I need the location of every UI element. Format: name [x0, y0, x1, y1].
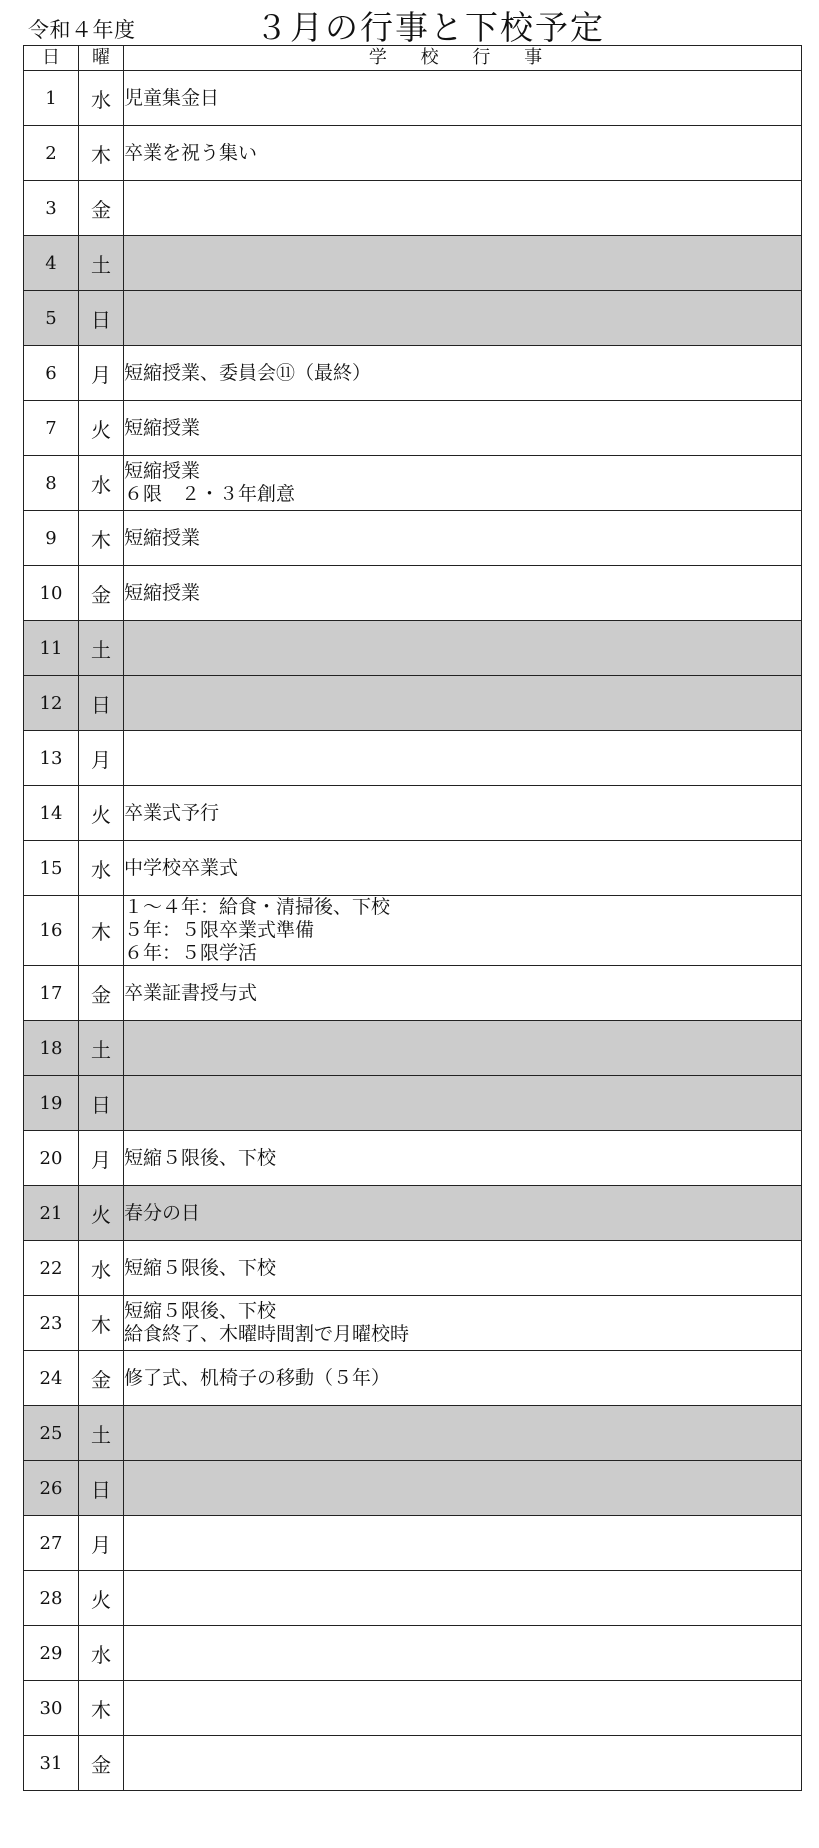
day-cell: 20	[24, 1131, 79, 1186]
table-row	[24, 731, 802, 786]
weekday-cell: 月	[79, 1131, 124, 1186]
event-cell	[124, 621, 802, 676]
table-row	[24, 71, 802, 126]
day-cell: 30	[24, 1681, 79, 1736]
event-cell: 短縮授業	[124, 566, 802, 621]
weekday-cell: 金	[79, 181, 124, 236]
weekday-cell: 火	[79, 401, 124, 456]
page-header	[0, 0, 819, 46]
table-row	[24, 346, 802, 401]
table-row	[24, 1296, 802, 1351]
day-cell: 16	[24, 896, 79, 966]
day-cell: 5	[24, 291, 79, 346]
day-cell: 12	[24, 676, 79, 731]
day-cell: 14	[24, 786, 79, 841]
table-row	[24, 1681, 802, 1736]
table-row	[24, 841, 802, 896]
weekday-cell: 月	[79, 1516, 124, 1571]
event-cell	[124, 1681, 802, 1736]
weekday-cell: 月	[79, 346, 124, 401]
day-cell: 15	[24, 841, 79, 896]
day-cell: 18	[24, 1021, 79, 1076]
schedule-body	[24, 71, 802, 1791]
event-cell	[124, 1626, 802, 1681]
day-cell: 17	[24, 966, 79, 1021]
table-row	[24, 236, 802, 291]
header-weekday: 曜	[79, 46, 124, 71]
table-row	[24, 1516, 802, 1571]
day-cell: 27	[24, 1516, 79, 1571]
weekday-cell: 火	[79, 786, 124, 841]
event-cell: 短縮５限後、下校	[124, 1241, 802, 1296]
weekday-cell: 火	[79, 1186, 124, 1241]
day-cell: 24	[24, 1351, 79, 1406]
event-cell	[124, 1461, 802, 1516]
table-row	[24, 786, 802, 841]
table-row	[24, 456, 802, 511]
day-cell: 29	[24, 1626, 79, 1681]
day-cell: 31	[24, 1736, 79, 1791]
header-day: 日	[24, 46, 79, 71]
table-row	[24, 1571, 802, 1626]
weekday-cell: 金	[79, 566, 124, 621]
event-cell: 修了式、机椅子の移動（５年）	[124, 1351, 802, 1406]
weekday-cell: 月	[79, 731, 124, 786]
day-cell: 28	[24, 1571, 79, 1626]
table-row	[24, 1351, 802, 1406]
day-cell: 22	[24, 1241, 79, 1296]
schedule-table	[23, 45, 802, 1791]
table-row	[24, 566, 802, 621]
event-cell: 卒業を祝う集い	[124, 126, 802, 181]
day-cell: 23	[24, 1296, 79, 1351]
weekday-cell: 金	[79, 1736, 124, 1791]
weekday-cell: 木	[79, 896, 124, 966]
fiscal-year-label: 令和４年度	[28, 18, 136, 42]
day-cell: 7	[24, 401, 79, 456]
weekday-cell: 日	[79, 676, 124, 731]
day-cell: 10	[24, 566, 79, 621]
event-cell	[124, 1736, 802, 1791]
table-row	[24, 1736, 802, 1791]
event-cell: 春分の日	[124, 1186, 802, 1241]
table-row	[24, 1131, 802, 1186]
day-cell: 26	[24, 1461, 79, 1516]
weekday-cell: 土	[79, 1406, 124, 1461]
event-cell: 短縮授業	[124, 511, 802, 566]
weekday-cell: 水	[79, 71, 124, 126]
event-cell	[124, 236, 802, 291]
weekday-cell: 水	[79, 841, 124, 896]
day-cell: 9	[24, 511, 79, 566]
day-cell: 11	[24, 621, 79, 676]
event-cell: 中学校卒業式	[124, 841, 802, 896]
weekday-cell: 日	[79, 1076, 124, 1131]
event-cell	[124, 731, 802, 786]
table-row	[24, 181, 802, 236]
event-cell: 短縮５限後、下校 給食終了、木曜時間割で月曜校時	[124, 1296, 802, 1351]
table-row	[24, 1461, 802, 1516]
table-row	[24, 896, 802, 966]
weekday-cell: 日	[79, 1461, 124, 1516]
weekday-cell: 土	[79, 621, 124, 676]
event-cell	[124, 1406, 802, 1461]
weekday-cell: 土	[79, 1021, 124, 1076]
event-cell: 短縮授業、委員会⑪（最終）	[124, 346, 802, 401]
event-cell	[124, 1571, 802, 1626]
table-row	[24, 1241, 802, 1296]
weekday-cell: 水	[79, 456, 124, 511]
header-school-events: 学 校 行 事	[124, 46, 802, 71]
event-cell: 短縮授業	[124, 401, 802, 456]
table-row	[24, 511, 802, 566]
weekday-cell: 金	[79, 1351, 124, 1406]
table-row	[24, 1406, 802, 1461]
table-row	[24, 1021, 802, 1076]
weekday-cell: 金	[79, 966, 124, 1021]
weekday-cell: 木	[79, 1681, 124, 1736]
day-cell: 21	[24, 1186, 79, 1241]
weekday-cell: 土	[79, 236, 124, 291]
event-cell	[124, 1076, 802, 1131]
event-cell	[124, 676, 802, 731]
table-row	[24, 291, 802, 346]
table-row	[24, 1076, 802, 1131]
event-cell: 短縮授業 ６限 ２・３年創意	[124, 456, 802, 511]
weekday-cell: 木	[79, 126, 124, 181]
table-row	[24, 966, 802, 1021]
event-cell	[124, 1021, 802, 1076]
event-cell: 卒業証書授与式	[124, 966, 802, 1021]
day-cell: 4	[24, 236, 79, 291]
event-cell	[124, 1516, 802, 1571]
weekday-cell: 火	[79, 1571, 124, 1626]
event-cell: 短縮５限後、下校	[124, 1131, 802, 1186]
weekday-cell: 日	[79, 291, 124, 346]
page-title: ３月の行事と下校予定	[255, 8, 605, 47]
table-row	[24, 676, 802, 731]
day-cell: 6	[24, 346, 79, 401]
table-row	[24, 1186, 802, 1241]
day-cell: 3	[24, 181, 79, 236]
day-cell: 8	[24, 456, 79, 511]
day-cell: 19	[24, 1076, 79, 1131]
weekday-cell: 水	[79, 1626, 124, 1681]
day-cell: 1	[24, 71, 79, 126]
table-row	[24, 126, 802, 181]
day-cell: 25	[24, 1406, 79, 1461]
table-row	[24, 621, 802, 676]
weekday-cell: 水	[79, 1241, 124, 1296]
table-row	[24, 1626, 802, 1681]
event-cell	[124, 181, 802, 236]
weekday-cell: 木	[79, 1296, 124, 1351]
weekday-cell: 木	[79, 511, 124, 566]
event-cell: １～４年：給食・清掃後、下校 ５年：５限卒業式準備 ６年：５限学活	[124, 896, 802, 966]
table-row	[24, 401, 802, 456]
event-cell	[124, 291, 802, 346]
event-cell: 卒業式予行	[124, 786, 802, 841]
day-cell: 2	[24, 126, 79, 181]
event-cell: 児童集金日	[124, 71, 802, 126]
table-header-row	[24, 46, 802, 71]
day-cell: 13	[24, 731, 79, 786]
